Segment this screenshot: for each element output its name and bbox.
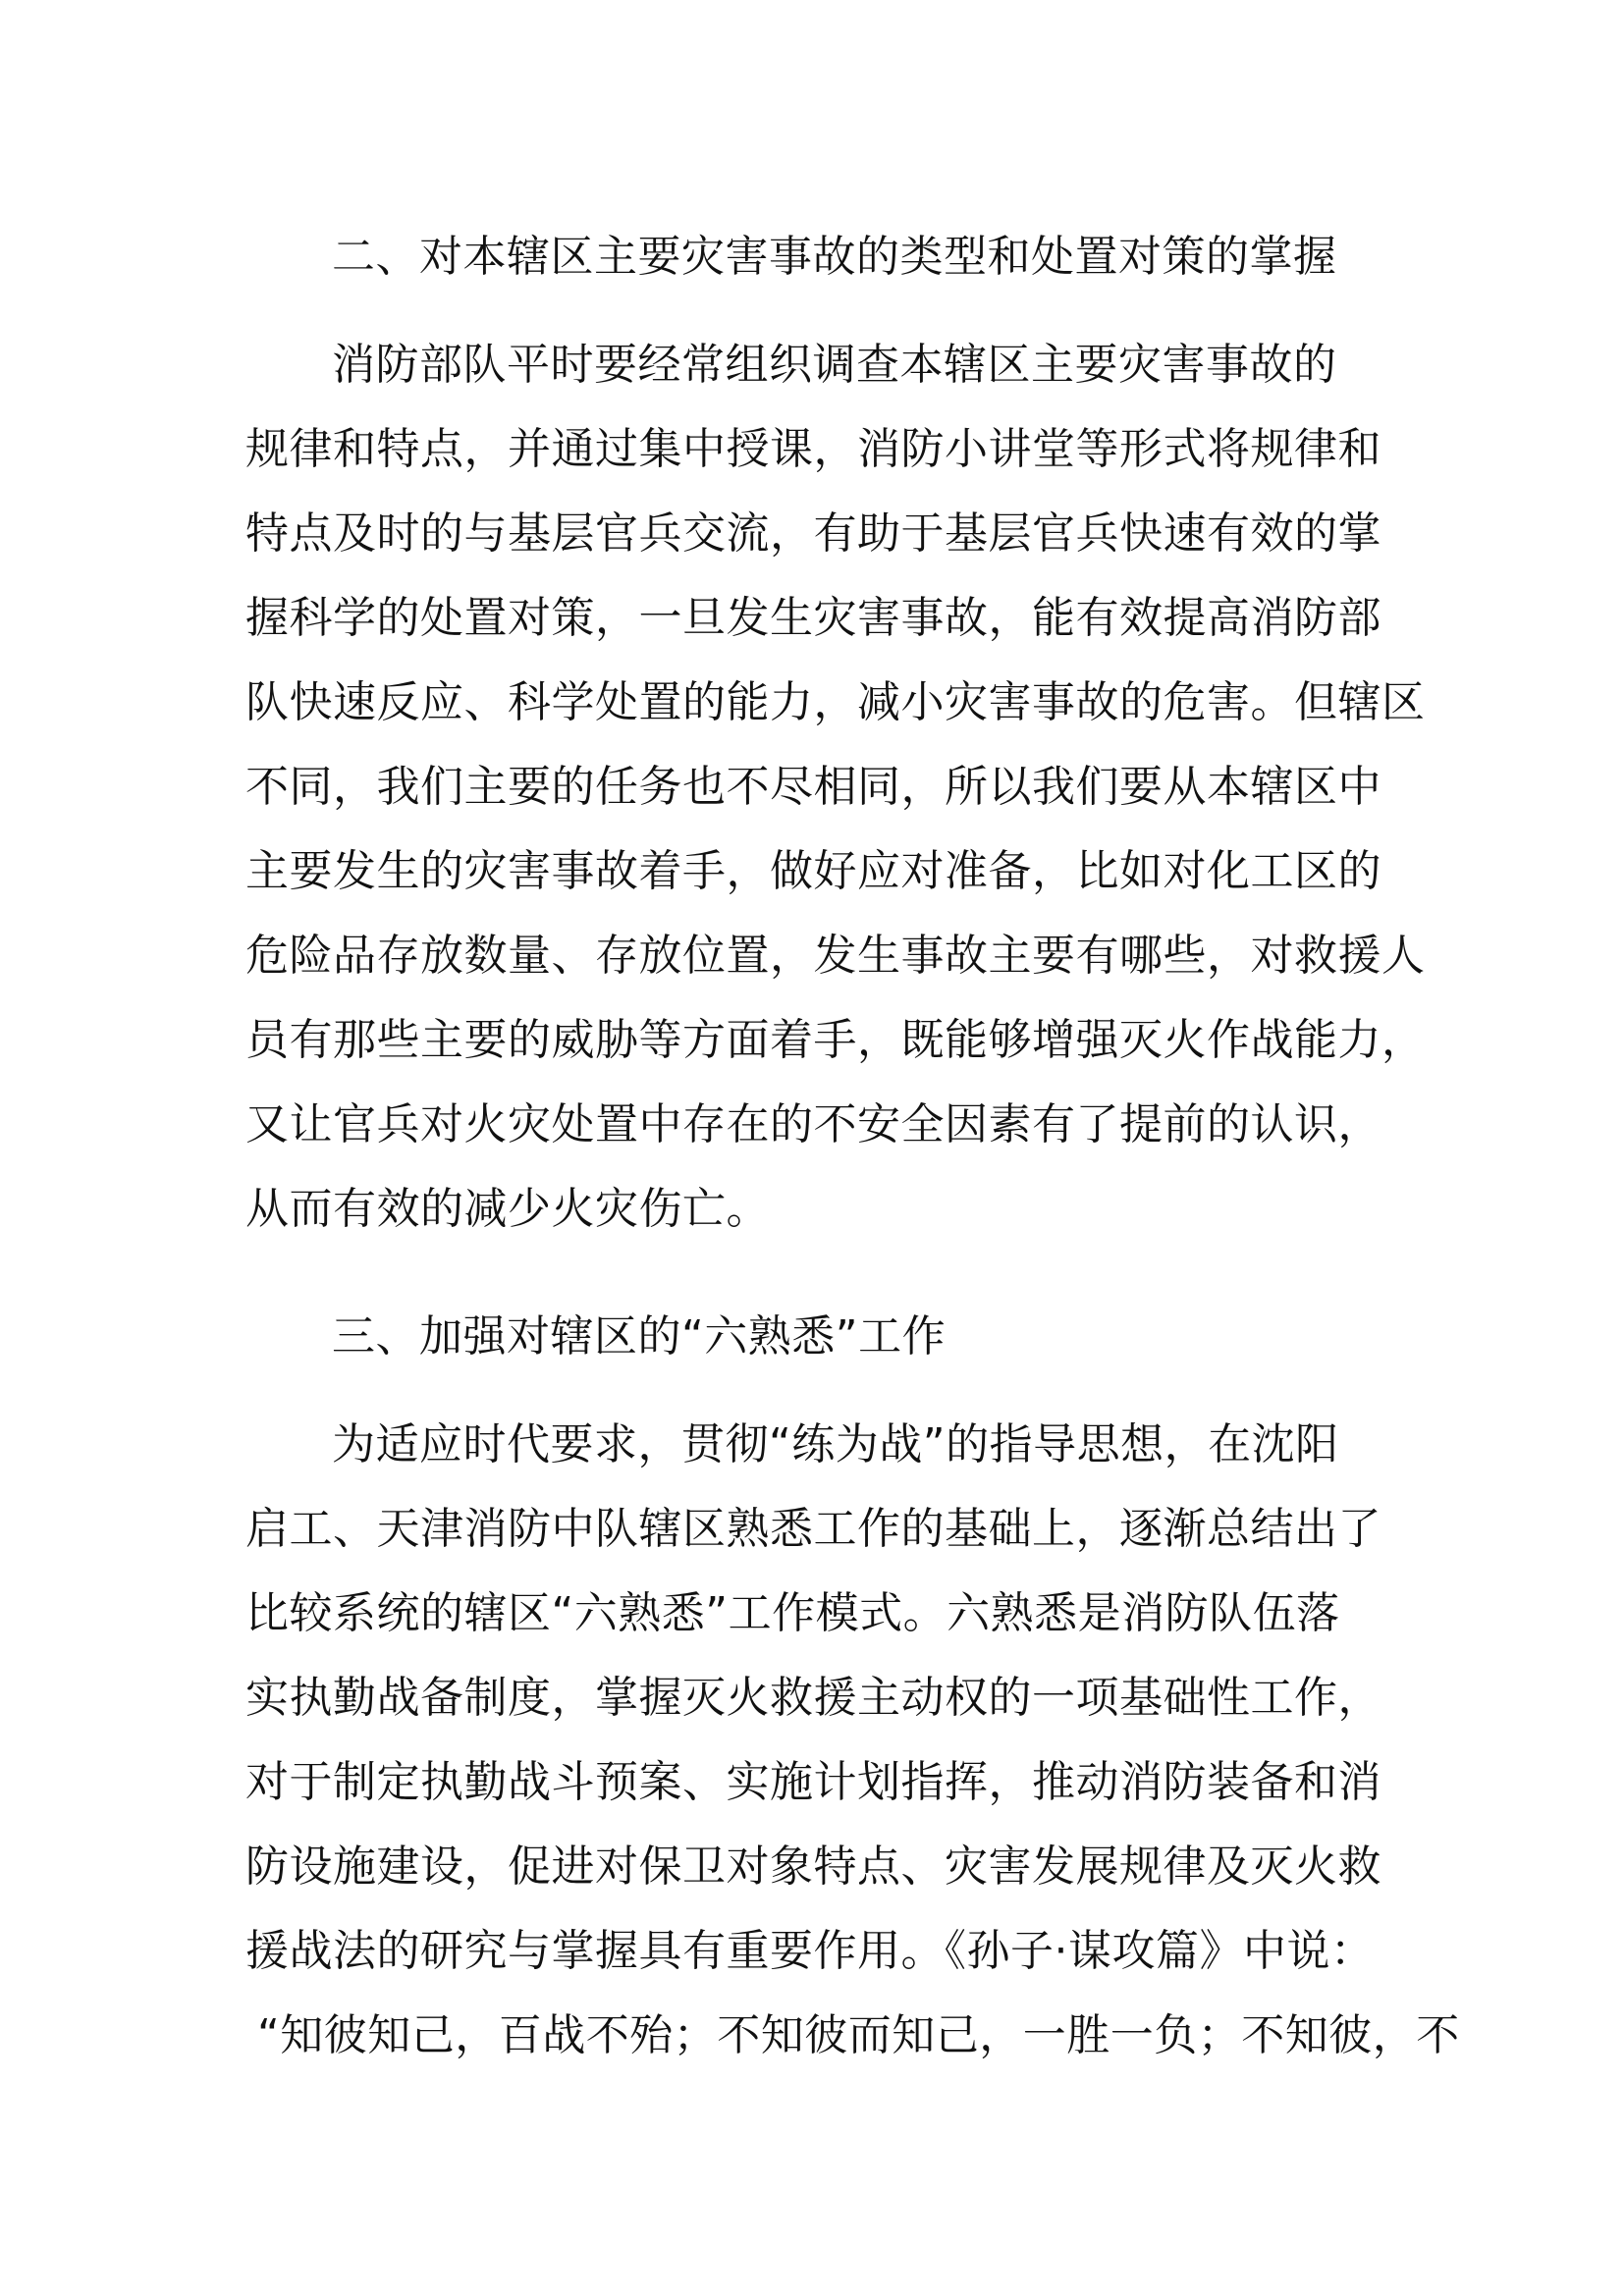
paragraph-line: “知彼知己，百战不殆；不知彼而知己，一胜一负；不知彼，不 — [257, 2010, 1460, 2060]
paragraph-line: 队快速反应、科学处置的能力，减小灾害事故的危害。但辖区 — [245, 677, 1426, 727]
paragraph-line: 消防部队平时要经常组织调查本辖区主要灾害事故的 — [332, 340, 1337, 390]
paragraph-line: 援战法的研究与掌握具有重要作用。《孙子·谋攻篇》中说： — [245, 1926, 1375, 1976]
paragraph-line: 启工、天津消防中队辖区熟悉工作的基础上，逐渐总结出了 — [245, 1504, 1381, 1554]
paragraph-line: 实执勤战备制度，掌握灭火救援主动权的一项基础性工作， — [245, 1673, 1381, 1723]
paragraph-line: 又让官兵对火灾处置中存在的不安全因素有了提前的认识， — [245, 1099, 1381, 1149]
section-heading-2: 二、对本辖区主要灾害事故的类型和处置对策的掌握 — [332, 232, 1337, 282]
paragraph-line: 从而有效的减少火灾伤亡。 — [245, 1184, 770, 1234]
paragraph-line: 特点及时的与基层官兵交流，有助于基层官兵快速有效的掌 — [245, 508, 1381, 559]
paragraph-line: 主要发生的灾害事故着手，做好应对准备，比如对化工区的 — [245, 846, 1381, 896]
paragraph-line: 不同，我们主要的任务也不尽相同，所以我们要从本辖区中 — [245, 762, 1381, 812]
paragraph-line: 规律和特点，并通过集中授课，消防小讲堂等形式将规律和 — [245, 424, 1381, 474]
paragraph-line: 为适应时代要求，贯彻“练为战”的指导思想，在沈阳 — [332, 1419, 1339, 1469]
section-heading-3: 三、加强对辖区的“六熟悉”工作 — [332, 1311, 947, 1362]
paragraph-line: 危险品存放数量、存放位置，发生事故主要有哪些，对救援人 — [245, 931, 1426, 981]
paragraph-line: 防设施建设，促进对保卫对象特点、灾害发展规律及灭火救 — [245, 1842, 1381, 1892]
paragraph-line: 员有那些主要的威胁等方面着手，既能够增强灭火作战能力， — [245, 1015, 1426, 1065]
paragraph-line: 比较系统的辖区“六熟悉”工作模式。六熟悉是消防队伍落 — [245, 1588, 1340, 1638]
paragraph-line: 对于制定执勤战斗预案、实施计划指挥，推动消防装备和消 — [245, 1757, 1381, 1807]
paragraph-line: 握科学的处置对策，一旦发生灾害事故，能有效提高消防部 — [245, 593, 1381, 643]
